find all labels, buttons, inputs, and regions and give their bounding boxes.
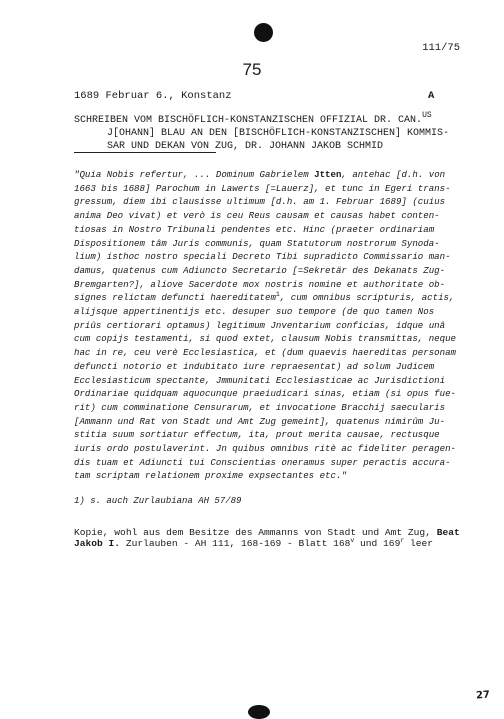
date-place-line: 1689 Februar 6., Konstanz: [74, 90, 232, 102]
source-line-2: Jakob I. Zurlauben - AH 111, 168-169 - Blatt 168$^v$ und 169$^r$ leer: [74, 537, 434, 549]
text-line: cum copijs testamenti, si quod extet, clausum Nobis transmittas, neque: [74, 333, 456, 345]
divider-rule: [74, 152, 216, 153]
text-line: iuris ordo postulaverint. Jn quibus omnibus ritè ac fideliter peragen-: [74, 443, 456, 455]
text-line: dis tuam et Adiuncti tui Conscientias oneramus super peractis accura-: [74, 456, 451, 468]
text-line: lium) isthoc nostro speciali Decreto Tibi supradicto Commissario man-: [74, 251, 451, 263]
text-line: hac in re, ceu verè Ecclesiastica, et (dum quaevis haereditas personam: [74, 347, 456, 359]
section-letter: A: [428, 90, 435, 102]
source-note: [74, 527, 494, 549]
headline-line-1: SCHREIBEN VOM BISCHÖFLICH-KONSTANZISCHEN OFFIZIAL DR. CAN.$^{US}$: [74, 111, 432, 126]
text-line: Ecclesiasticum spectante, Jmmunitati Ecclesiasticae ac Jurisdictioni: [74, 374, 446, 386]
document-headline: [74, 111, 474, 153]
text-line: gressum, diem ibi clausisse ultimum [d.h. am 1. Februar 1689] (cuius: [74, 196, 446, 208]
latin-quotation: [74, 168, 486, 483]
headline-line-3: SAR UND DEKAN VON ZUG, DR. JOHANN JAKOB SCHMID: [107, 141, 384, 152]
text-line: Dispositionem tâm Juris communis, quam Statutorum nostrorum Synoda-: [74, 237, 440, 249]
text-line: stitia suum sortiatur effectum, ita, prout merita causae, rectusque: [74, 429, 440, 441]
headline-line-2: J[OHANN] BLAU AN DEN [BISCHÖFLICH-KONSTANZISCHEN] KOMMIS-: [107, 128, 450, 139]
text-line: anima Deo vivat) et verò is ceu Reus causam et causas habet conten-: [74, 210, 440, 222]
document-number: 75: [242, 60, 262, 79]
text-line: rit) cum comminatione Censurarum, et invocatione Bracchij saecularis: [74, 401, 446, 413]
punch-hole-mark-bottom: [248, 705, 270, 719]
punch-hole-mark: [254, 23, 273, 42]
text-line: Ordinariae quidquam aquocunque praeiudicari sinas, etiam (si opus fue-: [74, 388, 456, 400]
archive-reference: 111/75: [422, 42, 460, 54]
text-line: [Ammann und Rat von Stadt und Amt Zug gemeint], quatenus nimirûm Ju-: [74, 415, 446, 427]
text-line: damus, quatenus cum Adiuncto Secretario [=Sekretär des Dekanats Zug-: [74, 264, 446, 276]
text-line: tam scriptam relationem proxime expsectantes etc.": [74, 470, 347, 482]
source-line-1: Kopie, wohl aus dem Besitze des Ammanns von Stadt und Amt Zug, Beat: [74, 527, 460, 538]
text-line: 1663 bis 1688] Parochum in Lawerts [=Lauerz], et tunc in Egeri trans-: [74, 182, 451, 194]
text-line: Bremgarten?], aliove Sacerdote mox nostris nomine et authoritate ob-: [74, 278, 446, 290]
text-line: signes relictam defuncti haereditatem$^1$, cum omnibus scripturis, actis,: [74, 291, 455, 304]
text-line: defuncti notorio et indubitato iure repraesentat) ad solum Judicem: [74, 360, 435, 372]
text-line: "Quia Nobis refertur, ... Dominum Gabrielem Jtten, antehac [d.h. von: [74, 169, 446, 180]
text-line: tiosas in Nostro Tribunali pendentes etc. Hinc (praeter ordinariam: [74, 223, 435, 235]
handwritten-folio-mark: 27: [475, 689, 491, 702]
text-line: alijsque appertinentijs etc. desuper suo tempore (de quo tamen Nos: [74, 306, 435, 318]
footnote: 1) s. auch Zurlaubiana AH 57/89: [74, 496, 242, 506]
text-line: priûs certiorari optamus) legitimum Jnventarium conficias, idque unâ: [74, 319, 446, 331]
